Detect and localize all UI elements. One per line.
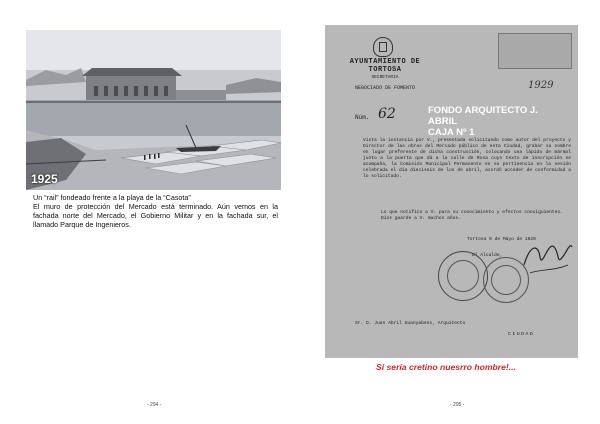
page-number-right: - 295 -	[450, 402, 465, 408]
page-number-left: - 294 -	[147, 402, 162, 408]
closing-line-2: Dios guarde a V. muchos años.	[381, 216, 461, 221]
handwritten-year: 1929	[528, 80, 554, 91]
document-date: Tortosa 9 de Mayo de 1929	[467, 237, 536, 242]
fondo-line-1: FONDO ARQUITECTO J. ABRIL	[428, 105, 538, 127]
fondo-overlay	[428, 105, 568, 138]
harbour-photo	[26, 30, 281, 190]
handwritten-number: 62	[378, 106, 396, 122]
municipal-seal-icon	[438, 251, 488, 301]
photo-caption	[33, 193, 278, 229]
closing-line-1: Lo que notifico a V. para su conocimiento y efectos consiguientes.	[381, 210, 563, 215]
document-recipient: Sr. D. Juan Abril Guanyabens, Arquitecto	[355, 321, 466, 326]
document-body: Vista la instancia por V., presentada solicitando como autor del proyecto y Director de las obras del Mercado público de esta Ciudad, grabar su nombre en lugar preferente de dicha construcción, colocando una lápida de mármol junto a la puerta que dá a la calle de Rosa cuyo texto de inscripción se acompaña, la Comisión Municipal Permanente en su pertinencia en la sesión celebrada el día dieciseis de los de abril, acordó acceder de conformidad a lo solicitado.	[363, 138, 571, 179]
document-ciudad: CIUDAD	[508, 332, 535, 337]
letterhead-title: AYUNTAMIENTO DE TORTOSA	[349, 58, 421, 74]
document-closing	[381, 210, 571, 222]
right-page	[300, 0, 600, 424]
archival-document	[325, 25, 578, 358]
photo-year-label: 1925	[31, 172, 58, 186]
letterhead-secretaria: SECRETARIA	[371, 75, 399, 80]
harbour-photo-drawing	[26, 30, 281, 190]
caption-line-1: Un “rail” fondeado frente a la playa de la “Casota”	[33, 193, 191, 202]
exclamation-text: Si sería cretino nuesrro hombre!...	[376, 362, 516, 372]
caption-line-2: El muro de protección del Mercado está terminado. Aún vemos en la fachada norte del Mercado, el Gobierno Militar y en la fachada sur, el llamado Parque de Ingenieros.	[33, 202, 278, 229]
letterhead-department: NEGOCIADO DE FOMENTO	[354, 85, 415, 91]
registry-stamp	[498, 33, 572, 69]
document-letterhead	[339, 58, 431, 91]
alcalde-label: El Alcalde,	[472, 253, 503, 258]
fondo-line-2: CAJA Nº 1	[428, 127, 475, 138]
number-label: Núm.	[355, 114, 370, 121]
crest-icon	[373, 37, 393, 57]
signature-scribble	[520, 235, 575, 280]
